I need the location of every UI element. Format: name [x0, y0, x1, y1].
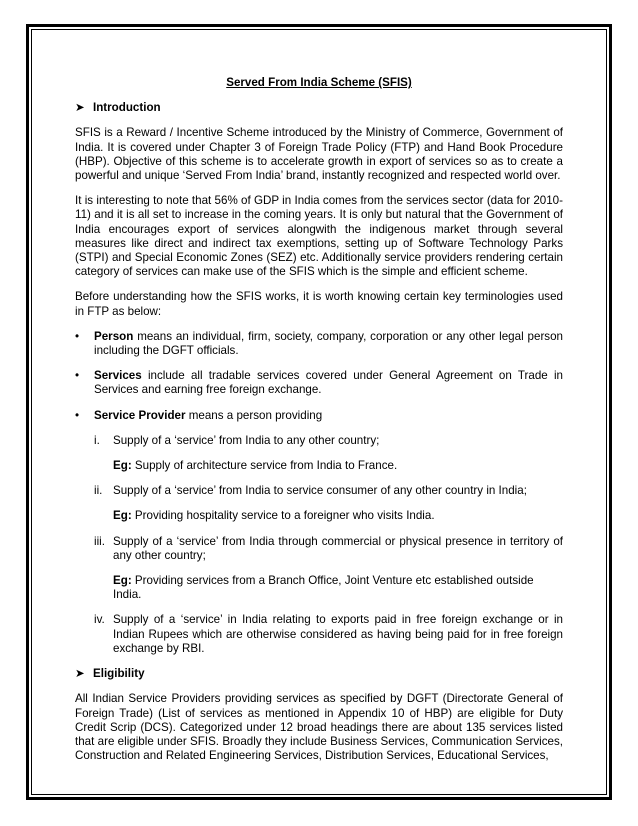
- roman-numeral: iii.: [94, 534, 105, 548]
- roman-list-item: [94, 535, 563, 563]
- document-title: Served From India Scheme (SFIS): [226, 76, 412, 89]
- example-line: [113, 574, 563, 602]
- section-heading-label: Introduction: [93, 101, 161, 115]
- roman-list-item: [94, 613, 563, 656]
- section-heading-label: Eligibility: [93, 667, 145, 681]
- roman-item-text: Supply of a ‘service’ from India through commercial or physical presence in territory of any other country;: [113, 534, 563, 562]
- arrowhead-icon: ➤: [75, 101, 85, 115]
- definition-bullet-service-provider: [75, 409, 563, 423]
- example-label: Eg:: [113, 509, 132, 523]
- roman-numeral: iv.: [94, 613, 105, 627]
- roman-list-item: [94, 434, 563, 448]
- intro-paragraph-1: SFIS is a Reward / Incentive Scheme introduced by the Ministry of Commerce, Government of India. It is covered under Chapter 3 of Foreign Trade Policy (FTP) and Hand Book Procedure (HBP). Objective of this scheme is to accelerate growth in export of services so as to create a powerful and unique ‘Served From India’ brand, instantly recognized and respected world over.: [75, 126, 563, 183]
- example-label: Eg:: [113, 574, 132, 588]
- roman-item-text: Supply of a ‘service’ from India to any other country;: [113, 433, 380, 447]
- definition-bullet-services: [75, 369, 563, 397]
- bullet-term: Person: [94, 329, 134, 343]
- intro-paragraph-2: It is interesting to note that 56% of GDP in India comes from the services sector (data for 2010-11) and it is all set to increase in the coming years. It is only but natural that the Government of India encourages export of services alongwith the indigenous market through several measures like direct and indirect tax exemptions, setting up of Software Technology Parks (STPI) and Special Economic Zones (SEZ) etc. Additionally service providers rendering certain category of services can make use of the SFIS which is the simple and efficient scheme.: [75, 194, 563, 279]
- example-line: [113, 509, 563, 523]
- intro-paragraph-3: Before understanding how the SFIS works, it is worth knowing certain key terminologies used in FTP as below:: [75, 290, 563, 318]
- roman-list-item: [94, 484, 563, 498]
- roman-item-text: Supply of a ‘service’ from India to service consumer of any other country in India;: [113, 484, 527, 498]
- bullet-term: Services: [94, 369, 142, 383]
- section-heading-introduction: [75, 101, 563, 115]
- section-heading-eligibility: [75, 667, 563, 681]
- bullet-text: include all tradable services covered under General Agreement on Trade in Services and earning free foreign exchange.: [94, 369, 563, 397]
- roman-numeral: i.: [94, 433, 100, 447]
- example-text: Supply of architecture service from India to France.: [131, 459, 398, 473]
- bullet-term: Service Provider: [94, 408, 186, 422]
- roman-item-text: Supply of a ‘service’ in India relating to exports paid in free foreign exchange or in Indian Rupees which are otherwise considered as having being paid for in free foreign exchange by RBI.: [113, 613, 563, 655]
- example-text: Providing services from a Branch Office, Joint Venture etc established outside India.: [113, 574, 534, 602]
- bullet-icon: •: [75, 329, 80, 343]
- arrowhead-icon: ➤: [75, 667, 85, 681]
- document-body: [75, 76, 563, 774]
- bullet-text: means an individual, firm, society, company, corporation or any other legal person including the DGFT officials.: [94, 329, 563, 358]
- bullet-icon: •: [75, 369, 80, 383]
- example-label: Eg:: [113, 459, 132, 473]
- definition-bullet-person: [75, 330, 563, 358]
- bullet-text: means a person providing: [185, 408, 323, 422]
- roman-numeral: ii.: [94, 484, 103, 498]
- eligibility-paragraph: All Indian Service Providers providing services as specified by DGFT (Directorate General of Foreign Trade) (List of services as mentioned in Appendix 10 of HBP) are eligible for Duty Credit Scrip (DCS). Categorized under 12 broad headings there are about 135 services listed that are eligible under SFIS. Broadly they include Business Services, Communication Services, Construction and Related Engineering Services, Distribution Services, Educational Services,: [75, 692, 563, 763]
- example-line: [113, 459, 563, 473]
- bullet-icon: •: [75, 408, 80, 422]
- example-text: Providing hospitality service to a foreigner who visits India.: [131, 509, 435, 523]
